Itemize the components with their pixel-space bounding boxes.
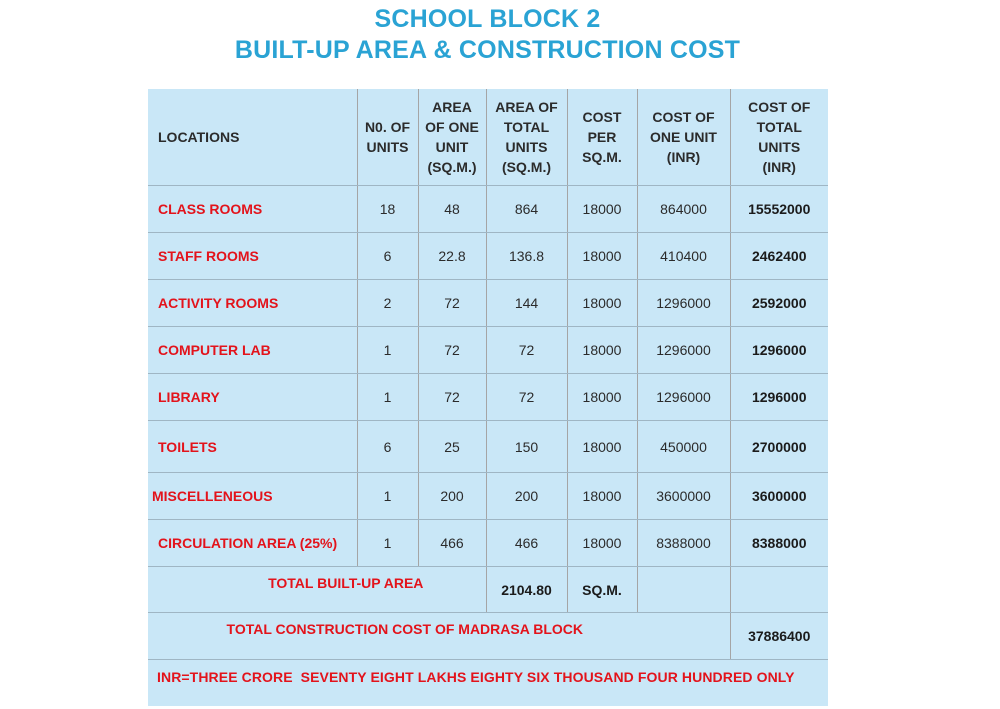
row-area-total: 144 <box>486 280 567 327</box>
row-cost-total: 3600000 <box>730 473 828 520</box>
row-area-total: 72 <box>486 327 567 374</box>
total-cost-row <box>148 613 828 660</box>
header-area-one-unit: AREA OF ONE UNIT (SQ.M.) <box>418 89 486 186</box>
empty-cell <box>637 567 730 613</box>
empty-cell <box>730 567 828 613</box>
row-location: LIBRARY <box>148 374 357 421</box>
header-cost-one-unit: COST OF ONE UNIT (INR) <box>637 89 730 186</box>
row-units: 1 <box>357 327 418 374</box>
amount-in-words: INR=THREE CRORE SEVENTY EIGHT LAKHS EIGHTY SIX THOUSAND FOUR HUNDRED ONLY <box>157 669 795 685</box>
row-units: 6 <box>357 421 418 473</box>
row-location: COMPUTER LAB <box>148 327 357 374</box>
row-cost-one: 1296000 <box>637 280 730 327</box>
row-cost-one: 410400 <box>637 233 730 280</box>
row-units: 1 <box>357 520 418 567</box>
total-builtup-unit: SQ.M. <box>567 567 637 613</box>
row-area-one: 466 <box>418 520 486 567</box>
row-cost-total: 2462400 <box>730 233 828 280</box>
header-area-total-units: AREA OF TOTAL UNITS (SQ.M.) <box>486 89 567 186</box>
row-cost-one: 864000 <box>637 186 730 233</box>
row-location: CIRCULATION AREA (25%) <box>148 520 357 567</box>
row-area-one: 25 <box>418 421 486 473</box>
row-cost-sqm: 18000 <box>567 520 637 567</box>
row-area-total: 150 <box>486 421 567 473</box>
cost-table <box>148 89 828 706</box>
table-row <box>148 374 828 421</box>
row-cost-one: 1296000 <box>637 374 730 421</box>
row-cost-total: 8388000 <box>730 520 828 567</box>
row-cost-total: 2592000 <box>730 280 828 327</box>
table-row <box>148 233 828 280</box>
total-builtup-row <box>148 567 828 613</box>
header-cost-per-sqm: COST PER SQ.M. <box>567 89 637 186</box>
row-area-one: 22.8 <box>418 233 486 280</box>
row-cost-sqm: 18000 <box>567 374 637 421</box>
title-line-2: BUILT-UP AREA & CONSTRUCTION COST <box>234 36 741 64</box>
header-locations: LOCATIONS <box>148 89 357 186</box>
total-cost-label: TOTAL CONSTRUCTION COST OF MADRASA BLOCK <box>148 613 730 660</box>
row-location: STAFF ROOMS <box>148 233 357 280</box>
row-area-total: 466 <box>486 520 567 567</box>
row-cost-sqm: 18000 <box>567 280 637 327</box>
table-row <box>148 421 828 473</box>
page-title <box>0 4 975 66</box>
row-area-total: 72 <box>486 374 567 421</box>
row-cost-total: 1296000 <box>730 327 828 374</box>
row-area-one: 200 <box>418 473 486 520</box>
row-cost-total: 15552000 <box>730 186 828 233</box>
row-location: CLASS ROOMS <box>148 186 357 233</box>
row-units: 6 <box>357 233 418 280</box>
row-area-total: 136.8 <box>486 233 567 280</box>
header-cost-total-units: COST OF TOTAL UNITS (INR) <box>730 89 828 186</box>
header-no-of-units: N0. OF UNITS <box>357 89 418 186</box>
row-units: 1 <box>357 473 418 520</box>
row-area-total: 200 <box>486 473 567 520</box>
table-row <box>148 473 828 520</box>
row-units: 2 <box>357 280 418 327</box>
title-line-1: SCHOOL BLOCK 2 <box>374 5 601 33</box>
row-area-one: 72 <box>418 327 486 374</box>
row-units: 1 <box>357 374 418 421</box>
row-location: MISCELLENEOUS <box>148 473 357 520</box>
row-area-one: 72 <box>418 374 486 421</box>
row-area-one: 72 <box>418 280 486 327</box>
row-cost-one: 3600000 <box>637 473 730 520</box>
row-cost-sqm: 18000 <box>567 186 637 233</box>
table-row <box>148 280 828 327</box>
row-area-one: 48 <box>418 186 486 233</box>
total-cost-value: 37886400 <box>730 613 828 660</box>
row-cost-sqm: 18000 <box>567 327 637 374</box>
row-cost-sqm: 18000 <box>567 473 637 520</box>
row-cost-one: 1296000 <box>637 327 730 374</box>
table-row <box>148 186 828 233</box>
header-row <box>148 89 828 186</box>
in-words-row <box>148 660 828 706</box>
row-cost-sqm: 18000 <box>567 421 637 473</box>
row-location: TOILETS <box>148 421 357 473</box>
row-cost-one: 8388000 <box>637 520 730 567</box>
row-location: ACTIVITY ROOMS <box>148 280 357 327</box>
table-row <box>148 327 828 374</box>
row-cost-one: 450000 <box>637 421 730 473</box>
table-row <box>148 520 828 567</box>
row-cost-sqm: 18000 <box>567 233 637 280</box>
row-cost-total: 2700000 <box>730 421 828 473</box>
row-units: 18 <box>357 186 418 233</box>
row-cost-total: 1296000 <box>730 374 828 421</box>
total-builtup-label: TOTAL BUILT-UP AREA <box>148 567 486 613</box>
row-area-total: 864 <box>486 186 567 233</box>
total-builtup-value: 2104.80 <box>486 567 567 613</box>
